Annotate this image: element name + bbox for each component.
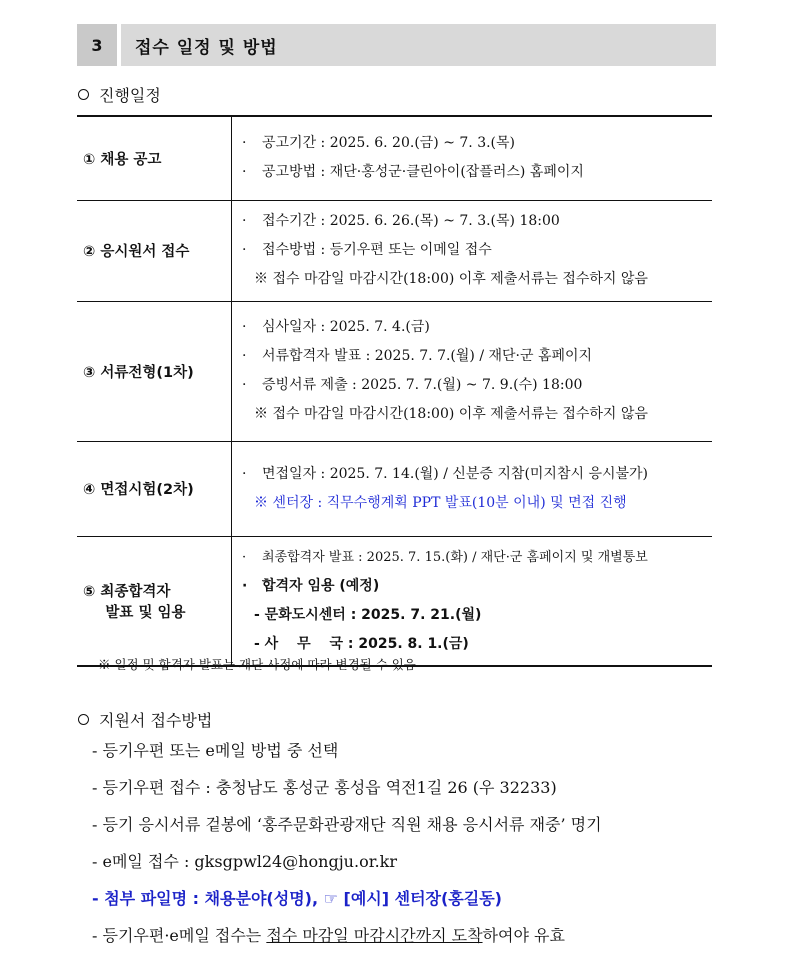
row-label: ⑤ 최종합격자 발표 및 임용 xyxy=(77,536,232,666)
section-title: 접수 일정 및 방법 xyxy=(121,24,716,66)
list-item: - 등기우편 또는 e메일 방법 중 선택 xyxy=(92,741,339,760)
list-item: - 등기 응시서류 겉봉에 ‘홍주문화관광재단 직원 채용 응시서류 재중’ 명기 xyxy=(92,815,602,834)
schedule-row: ③ 서류전형(1차) · 심사일자 : 2025. 7. 4.(금) · 서류합격자 발표 : 2025. 7. 7.(월) / 재단·군 홈페이지 · 증빙서류 제출 : 2025. 7. 7.(월) ~ 7. 9.(수) 18:00 ※ 접수 마감일 마감시간(18:00) 이후 제출서류는 접수하지 않음 xyxy=(77,301,712,441)
schedule-row: ② 응시원서 접수 · 접수기간 : 2025. 6. 26.(목) ~ 7. 3.(목) 18:00 · 접수방법 : 등기우편 또는 이메일 접수 ※ 접수 마감일 마감시간(18:00) 이후 제출서류는 접수하지 않음 xyxy=(77,200,712,301)
row-label: ④ 면접시험(2차) xyxy=(77,441,232,536)
list-item: - 등기우편 접수 : 충청남도 홍성군 홍성읍 역전1길 26 (우 32233) xyxy=(92,778,557,797)
list-item: - e메일 접수 : gksgpwl24@hongju.or.kr xyxy=(92,852,398,871)
schedule-footnote: ※ 일정 및 합격자 발표는 재단 사정에 따라 변경될 수 있음 xyxy=(98,657,416,672)
schedule-row: ① 채용 공고 · 공고기간 : 2025. 6. 20.(금) ~ 7. 3.(목) · 공고방법 : 재단·홍성군·클린아이(잡플러스) 홈페이지 xyxy=(77,116,712,200)
underlined-deadline: 접수 마감일 마감시간까지 도착 xyxy=(266,926,483,945)
row-label: ① 채용 공고 xyxy=(77,116,232,200)
schedule-row: ⑤ 최종합격자 발표 및 임용 · 최종합격자 발표 : 2025. 7. 15.(화) / 재단·군 홈페이지 및 개별통보 · 합격자 임용 (예정) - 문화도시센터 : 2025. 7. 21.(월) - 사 무 국 : 2025. 8. 1.(금) xyxy=(77,536,712,666)
schedule-row: ④ 면접시험(2차) · 면접일자 : 2025. 7. 14.(월) / 신분증 지참(미지참시 응시불가) ※ 센터장 : 직무수행계획 PPT 발표(10분 이내) 및 면접 진행 xyxy=(77,441,712,536)
method-list xyxy=(92,738,602,960)
circle-bullet-icon xyxy=(78,714,89,725)
section-number: 3 xyxy=(77,24,117,66)
schedule-table xyxy=(77,115,712,667)
method-heading: 지원서 접수방법 xyxy=(78,708,212,731)
row-label: ② 응시원서 접수 xyxy=(77,200,232,301)
schedule-heading: 진행일정 xyxy=(78,83,161,106)
list-item: - 등기우편·e메일 접수는 접수 마감일 마감시간까지 도착하여야 유효 xyxy=(92,926,565,945)
section-header xyxy=(77,24,716,66)
circle-bullet-icon xyxy=(78,89,89,100)
list-item: - 첨부 파일명 : 채용분야(성명), ☞ [예시] 센터장(홍길동) xyxy=(92,889,502,908)
row-label: ③ 서류전형(1차) xyxy=(77,301,232,441)
